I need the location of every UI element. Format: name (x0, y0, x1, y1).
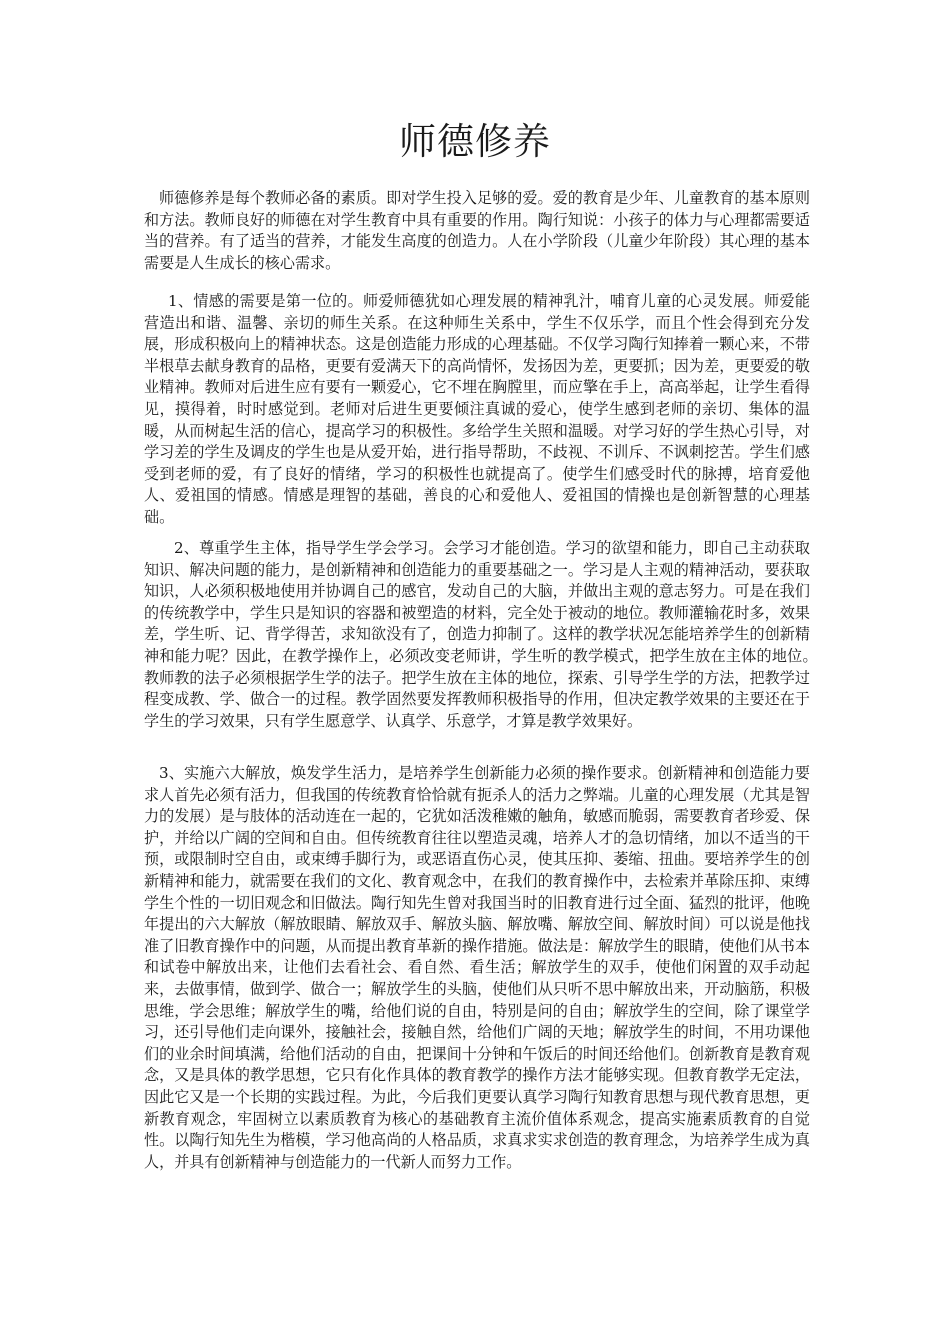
paragraph-student-subject: 2、尊重学生主体，指导学生学会学习。会学习才能创造。学习的欲望和能力，即自己主动获取知识、解决问题的能力，是创新精神和创造能力的重要基础之一。学习是人主观的精神活动，要获取知识，人必须积极地使用并协调自己的感官，发动自己的大脑，并做出主观的意志努力。可是在我们的传统教学中，学生只是知识的容器和被塑造的材料，完全处于被动的地位。教师灌输花时多，效果差，学生听、记、背学得苦，求知欲没有了，创造力抑制了。这样的教学状况怎能培养学生的创新精神和能力呢？因此，在教学操作上，必须改变老师讲，学生听的教学模式，把学生放在主体的地位。 教师教的法子必须根据学生学的法子。把学生放在主体的地位，探索、引导学生学的方法，把教学过程变成教、学、做合一的过程。教学固然要发挥教师积极指导的作用，但决定教学效果的主要还在于学生的学习效果，只有学生愿意学、认真学、乐意学，才算是教学效果好。 (144, 539, 841, 730)
paragraph-emotional-needs: 1、情感的需要是第一位的。师爱师德犹如心理发展的精神乳汁，哺育儿童的心灵发展。师爱能营造出和谐、温馨、亲切的师生关系。在这种师生关系中，学生不仅乐学，而且个性会得到充分发展，形成积极向上的精神状态。这是创造能力形成的心理基础。不仅学习陶行知捧着一颗心来，不带半根草去献身教育的品格，更要有爱满天下的高尚情怀，发扬因为差，更要抓；因为差，更要爱的敬业精神。教师对后进生应有要有一颗爱心，它不埋在胸膛里，而应擎在手上，高高举起，让学生看得见，摸得着，时时感觉到。老师对后进生更要倾注真诚的爱心，使学生感到老师的亲切、集体的温暖，从而树起生活的信心，提高学习的积极性。多给学生关照和温暖。对学习好的学生热心引导，对学习差的学生及调皮的学生也是从爱开始，进行指导帮助，不歧视、不训斥、不讽刺挖苦。学生们感受到老师的爱，有了良好的情绪，学习的积极性也就提高了。使学生们感受时代的脉搏，培育爱他人、爱祖国的情感。情感是理智的基础，善良的心和爱他人、爱祖国的情操也是创新智慧的心理基础。 (144, 292, 810, 526)
paragraph-six-liberations: 3、实施六大解放，焕发学生活力，是培养学生创新能力必须的操作要求。创新精神和创造能力要求人首先必须有活力，但我国的传统教育恰恰就有扼杀人的活力之弊端。儿童的心理发展（尤其是智力的发展）是与肢体的活动连在一起的，它犹如活泼稚嫩的触角，敏感而脆弱，需要教育者珍爱、保护，并给以广阔的空间和自由。但传统教育往往以塑造灵魂，培养人才的急切情绪，加以不适当的干预，或限制时空自由，或束缚手脚行为，或恶语直伤心灵，使其压抑、萎缩、扭曲。要培养学生的创新精神和能力，就需要在我们的文化、教育观念中，在我们的教育操作中，去检索并革除压抑、束缚学生个性的一切旧观念和旧做法。陶行知先生曾对我国当时的旧教育进行过全面、猛烈的批评，他晚年提出的六大解放（解放眼睛、解放双手、解放头脑、解放嘴、解放空间、解放时间）可以说是他找准了旧教育操作中的问题，从而提出教育革新的操作措施。做法是：解放学生的眼睛，使他们从书本和试卷中解放出来，让他们去看社会、看自然、看生活；解放学生的双手，使他们闲置的双手动起来，去做事情，做到学、做合一；解放学生的头脑，使他们从只听不思中解放出来，开动脑筋，积极思维，学会思维；解放学生的嘴，给他们说的自由，特别是问的自由；解放学生的空间，除了课堂学习，还引导他们走向课外，接触社会，接触自然，给他们广阔的天地；解放学生的时间，不用功课他们的业余时间填满，给他们活动的自由，把课间十分钟和午饭后的时间还给他们。创新教育是教育观念，又是具体的教学思想，它只有化作具体的教育教学的操作方法才能够实现。但教育教学无定法，因此它又是一个长期的实践过程。为此，今后我们更要认真学习陶行知教育思想与现代教育思想，更新教育观念，牢固树立以素质教育为核心的基础教育主流价值体系观念，提高实施素质教育的自觉性。以陶行知先生为楷模，学习他高尚的人格品质，求真求实求创造的教育理念，为培养学生成为真人，并具有创新精神与创造能力的一代新人而努力工作。 (144, 764, 810, 1171)
intro-paragraph: 师德修养是每个教师必备的素质。即对学生投入足够的爱。爱的教育是少年、儿童教育的基本原则和方法。教师良好的师德在对学生教育中具有重要的作用。陶行知说：小孩子的体力与心理都需要适当的营养。有了适当的营养，才能发生高度的创造力。人在小学阶段（儿童少年阶段）其心理的基本需要是人生成长的核心需求。 (144, 189, 810, 272)
document-title: 师德修养 (399, 120, 551, 163)
